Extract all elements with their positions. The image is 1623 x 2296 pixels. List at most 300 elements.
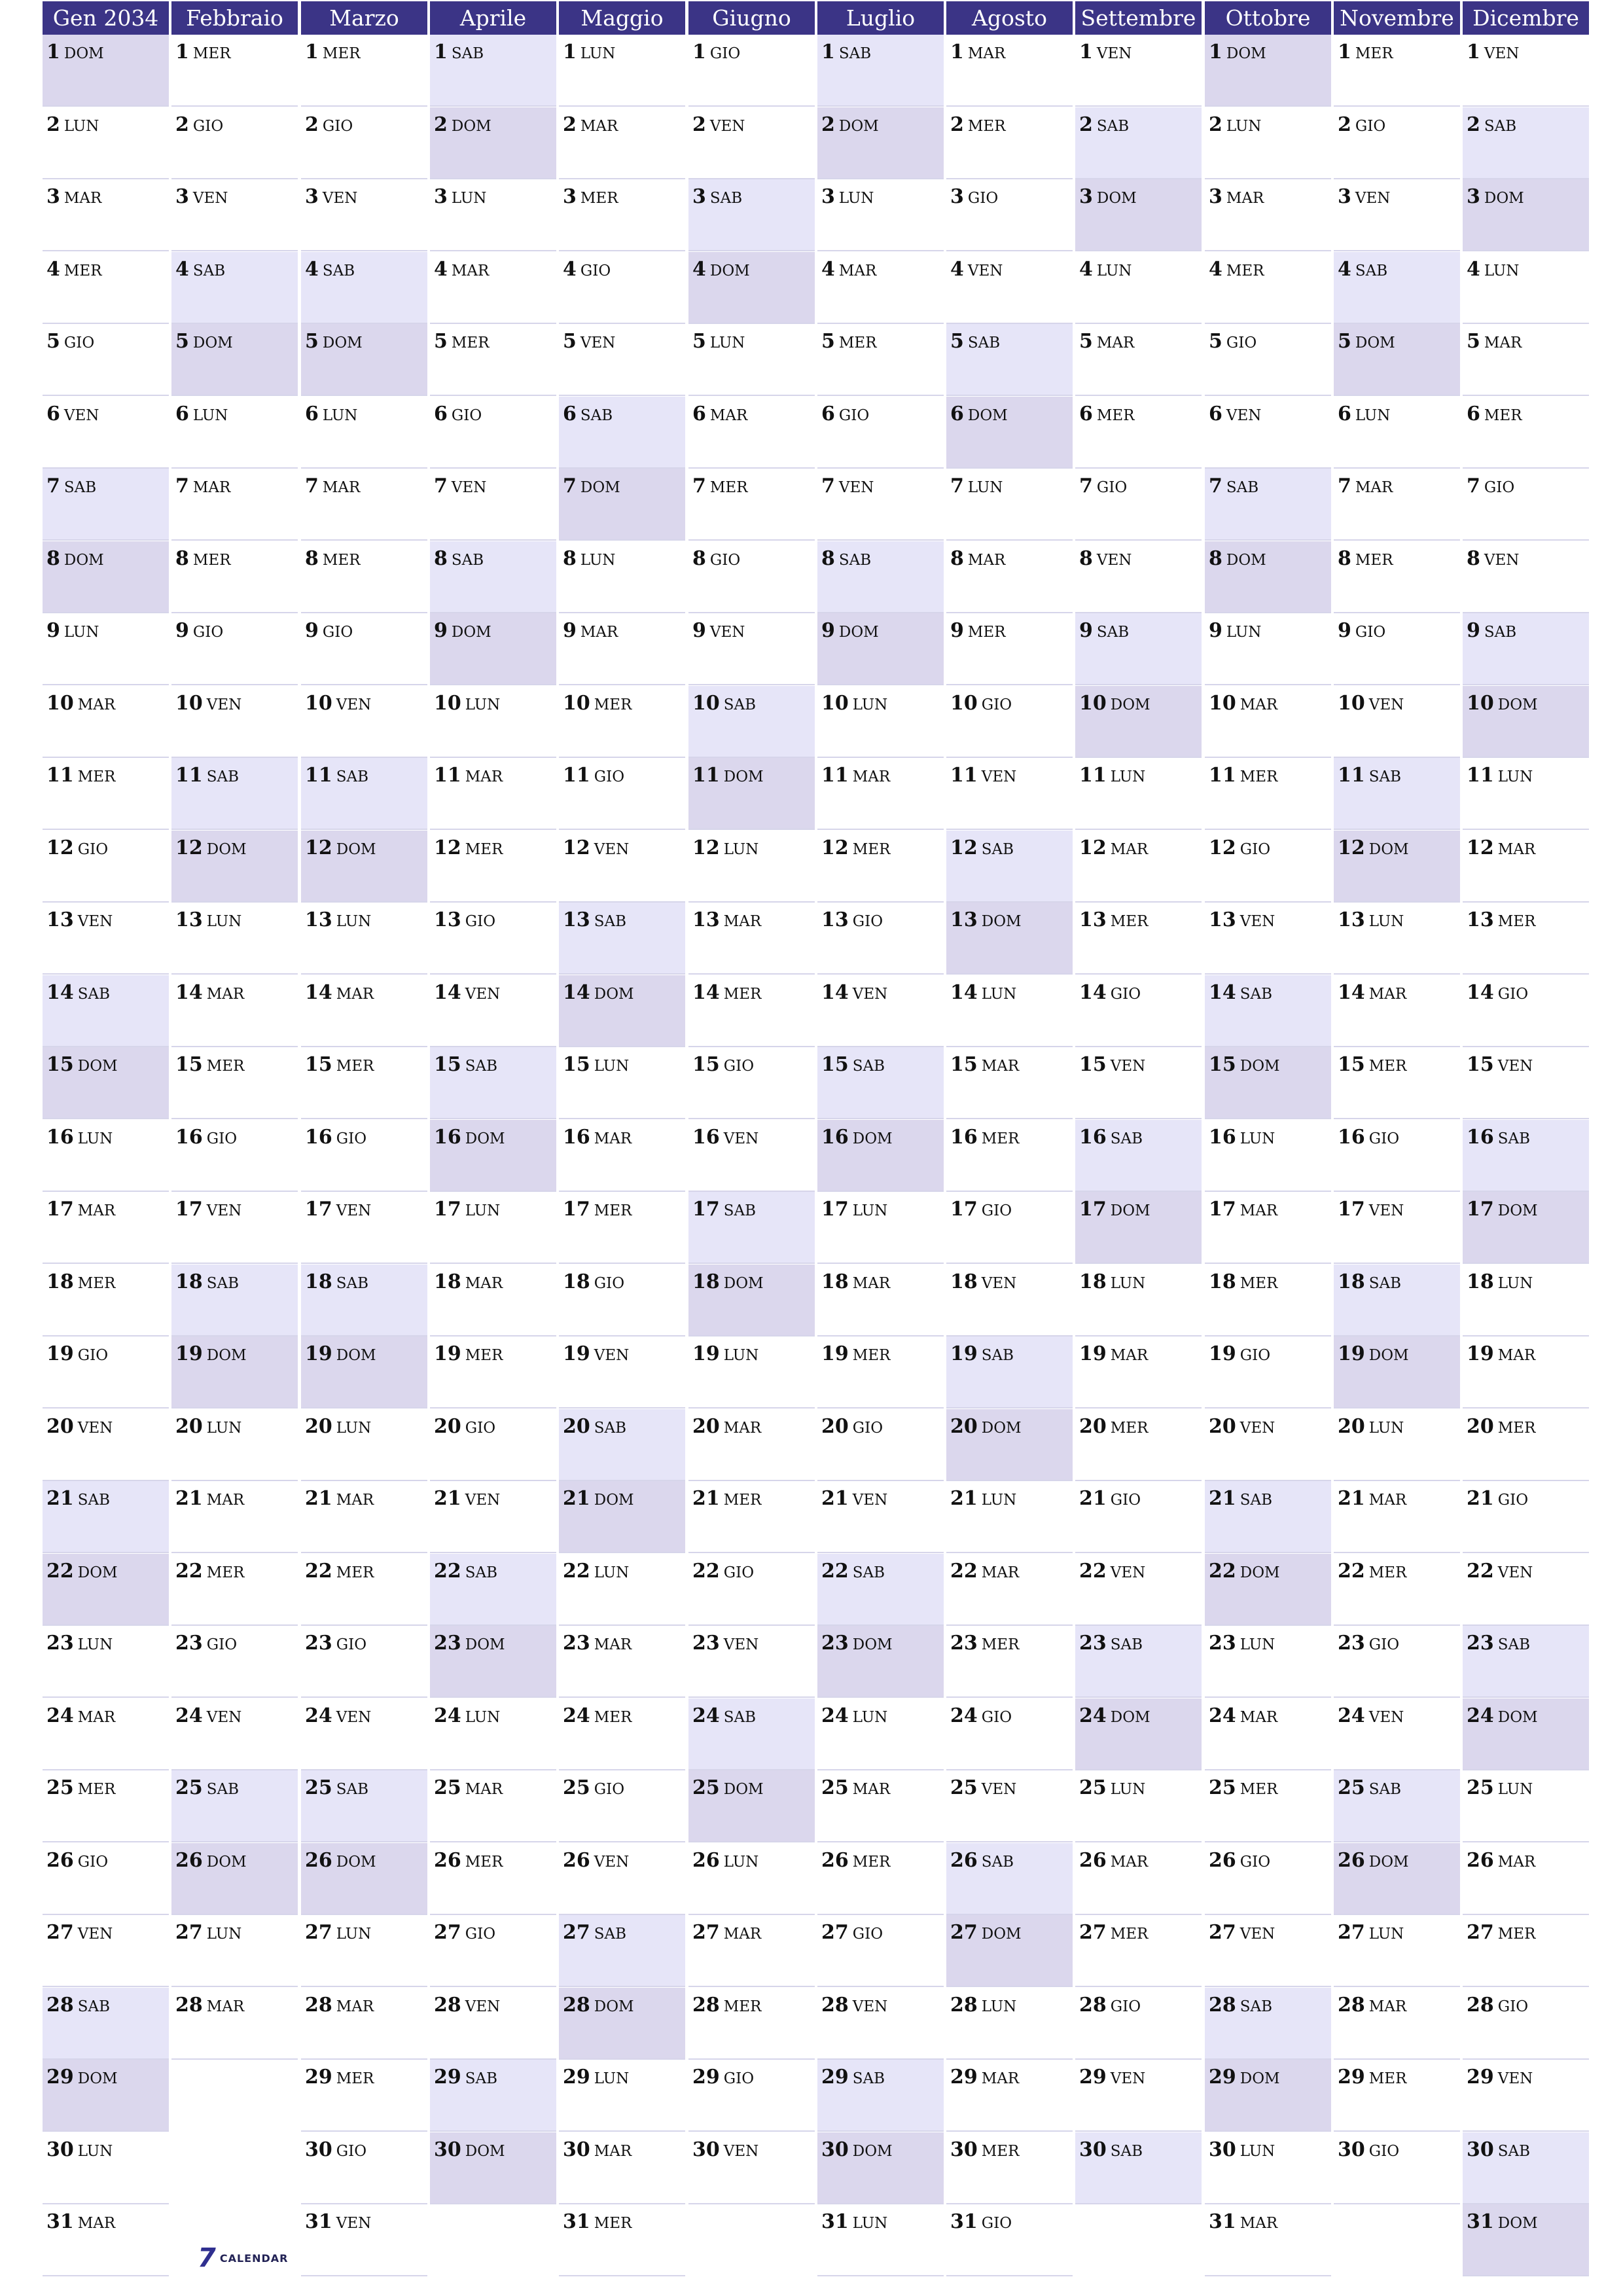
day-number: 17 VEN: [175, 1198, 242, 1221]
day-number: 24 GIO: [950, 1704, 1012, 1727]
weekday-label: VEN: [1240, 1420, 1275, 1437]
weekday-label: GIO: [1240, 841, 1271, 858]
day-cell: [1205, 1626, 1331, 1698]
weekday-label: MAR: [580, 118, 618, 135]
day-cell: [1463, 975, 1589, 1047]
weekday-label: DOM: [1096, 190, 1137, 207]
day-cell: [1334, 1626, 1460, 1698]
day-number: 20 LUN: [305, 1415, 372, 1438]
day-number: 21 SAB: [46, 1487, 111, 1510]
weekday-label: MAR: [580, 624, 618, 641]
weekday-label: VEN: [709, 118, 745, 135]
weekday-label: SAB: [192, 262, 226, 279]
weekday-label: LUN: [1110, 1275, 1146, 1292]
weekday-label: MAR: [465, 768, 503, 785]
day-cell: [946, 1047, 1073, 1119]
day-number: 30 DOM: [821, 2138, 893, 2161]
weekday-label: DOM: [709, 262, 750, 279]
day-number: 8 DOM: [1209, 547, 1266, 570]
day-cell: [1205, 613, 1331, 685]
day-number: 25 SAB: [1338, 1776, 1402, 1799]
day-cell: [1075, 1626, 1202, 1698]
weekday-label: VEN: [594, 1854, 630, 1871]
day-cell: [817, 613, 944, 685]
weekday-label: MER: [322, 45, 361, 62]
day-cell: [946, 35, 1073, 107]
day-number: 14 GIO: [1467, 981, 1529, 1004]
day-number: 21 GIO: [1467, 1487, 1529, 1510]
day-number: 28 VEN: [434, 1994, 501, 2017]
day-number: 22 LUN: [563, 1560, 630, 1583]
weekday-label: SAB: [594, 913, 627, 930]
weekday-label: LUN: [723, 1347, 759, 1364]
day-cell: [559, 975, 685, 1047]
day-number: 26 DOM: [305, 1849, 376, 1872]
day-cell: [946, 1481, 1073, 1553]
weekday-label: MER: [594, 2215, 632, 2232]
day-number: 26 VEN: [563, 1849, 630, 1872]
day-number: 4 GIO: [563, 258, 611, 281]
day-number: 5 MER: [821, 330, 877, 353]
weekday-label: GIO: [206, 1130, 238, 1147]
day-number: 29 VEN: [1467, 2066, 1533, 2089]
weekday-label: DOM: [1110, 1709, 1150, 1726]
day-number: 30 DOM: [434, 2138, 505, 2161]
weekday-label: GIO: [723, 2070, 755, 2087]
day-cell: [946, 1843, 1073, 1915]
weekday-label: DOM: [967, 407, 1008, 424]
day-cell: [430, 1336, 556, 1408]
day-cell: [301, 1481, 427, 1553]
day-number: 6 VEN: [1209, 403, 1262, 425]
day-cell: [1463, 1626, 1589, 1698]
weekday-label: MER: [1240, 1275, 1278, 1292]
day-cell: [1075, 1047, 1202, 1119]
weekday-label: SAB: [852, 2070, 885, 2087]
weekday-label: GIO: [465, 1926, 496, 1943]
day-number: 13 LUN: [175, 908, 242, 931]
weekday-label: DOM: [192, 334, 233, 351]
day-cell: [1205, 397, 1331, 469]
weekday-label: MAR: [206, 1492, 245, 1509]
day-number: 1 LUN: [563, 41, 616, 63]
day-cell: [817, 324, 944, 396]
day-number: 16 GIO: [1338, 1126, 1400, 1149]
day-cell: [301, 397, 427, 469]
day-cell: [301, 1988, 427, 2060]
weekday-label: MER: [981, 2143, 1020, 2160]
day-cell: [1463, 1843, 1589, 1915]
day-number: 10 MAR: [46, 692, 116, 715]
day-number: 22 MER: [175, 1560, 245, 1583]
day-cell: [1075, 541, 1202, 613]
day-number: 30 MER: [950, 2138, 1020, 2161]
day-cell: [1334, 107, 1460, 179]
day-number: 22 VEN: [1079, 1560, 1146, 1583]
weekday-label: SAB: [1096, 624, 1130, 641]
day-cell: [817, 1120, 944, 1192]
day-number: 27 DOM: [950, 1921, 1022, 1944]
day-cell: [1334, 179, 1460, 251]
day-number: 18 SAB: [1338, 1270, 1402, 1293]
day-cell: [946, 541, 1073, 613]
weekday-label: SAB: [1368, 1781, 1402, 1798]
weekday-label: SAB: [206, 1781, 240, 1798]
day-cell: [171, 107, 298, 179]
day-cell: [559, 831, 685, 903]
day-cell: [1334, 324, 1460, 396]
weekday-label: SAB: [981, 1854, 1014, 1871]
weekday-label: MER: [1368, 2070, 1407, 2087]
day-number: 5 MER: [434, 330, 490, 353]
day-cell: [688, 758, 815, 830]
day-number: 30 MAR: [563, 2138, 632, 2161]
day-cell: [1334, 1770, 1460, 1842]
weekday-label: GIO: [1355, 624, 1386, 641]
day-number: 25 VEN: [950, 1776, 1017, 1799]
weekday-label: LUN: [1096, 262, 1132, 279]
day-number: 28 MAR: [305, 1994, 374, 2017]
day-cell: [817, 179, 944, 251]
day-cell: [1205, 1192, 1331, 1264]
day-number: 9 VEN: [692, 619, 745, 642]
weekday-label: VEN: [77, 913, 113, 930]
day-number: 12 GIO: [46, 836, 109, 859]
day-cell: [43, 1336, 169, 1408]
day-number: 13 SAB: [563, 908, 627, 931]
day-number: 4 VEN: [950, 258, 1003, 281]
day-number: 1 VEN: [1467, 41, 1520, 63]
weekday-label: MER: [1497, 1420, 1536, 1437]
day-cell: [1205, 1843, 1331, 1915]
day-number: 15 VEN: [1467, 1053, 1533, 1076]
day-cell: [301, 252, 427, 324]
day-number: 14 SAB: [46, 981, 111, 1004]
day-number: 30 SAB: [1079, 2138, 1143, 2161]
weekday-label: GIO: [709, 45, 741, 62]
day-number: 12 SAB: [950, 836, 1014, 859]
day-number: 5 LUN: [692, 330, 745, 353]
day-cell: [817, 1336, 944, 1408]
weekday-label: VEN: [967, 262, 1003, 279]
day-cell: [430, 686, 556, 758]
day-number: 15 DOM: [1209, 1053, 1280, 1076]
weekday-label: LUN: [1368, 1420, 1404, 1437]
weekday-label: MAR: [1497, 841, 1536, 858]
day-number: 27 MER: [1467, 1921, 1536, 1944]
weekday-label: LUN: [852, 696, 888, 713]
day-cell: [430, 1554, 556, 1626]
day-number: 7 GIO: [1467, 475, 1515, 497]
weekday-label: DOM: [852, 1130, 893, 1147]
day-cell: [1205, 1770, 1331, 1842]
day-cell: [688, 1265, 815, 1336]
month-header: Gen 2034: [43, 1, 169, 35]
month-column: [1463, 0, 1589, 2296]
day-cell: [688, 1988, 815, 2060]
day-number: 7 VEN: [821, 475, 874, 497]
day-number: 11 MER: [1209, 764, 1278, 787]
day-cell: [559, 1843, 685, 1915]
weekday-label: MAR: [1240, 696, 1278, 713]
day-cell: [946, 324, 1073, 396]
day-number: 24 SAB: [692, 1704, 757, 1727]
day-number: 5 GIO: [1209, 330, 1257, 353]
day-number: 30 VEN: [692, 2138, 759, 2161]
weekday-label: VEN: [1226, 407, 1262, 424]
day-cell: [1075, 397, 1202, 469]
day-cell: [817, 1047, 944, 1119]
day-number: 2 GIO: [175, 113, 224, 136]
day-number: 19 DOM: [1338, 1342, 1409, 1365]
day-cell: [559, 35, 685, 107]
day-cell: [559, 397, 685, 469]
weekday-label: VEN: [1497, 2070, 1533, 2087]
day-number: 27 GIO: [821, 1921, 883, 1944]
weekday-label: GIO: [206, 1636, 238, 1653]
month-header: Aprile: [430, 1, 556, 35]
weekday-label: LUN: [852, 1202, 888, 1219]
day-cell: [43, 686, 169, 758]
weekday-label: GIO: [192, 624, 224, 641]
day-number: 20 SAB: [563, 1415, 627, 1438]
weekday-label: MER: [981, 1130, 1020, 1147]
weekday-label: VEN: [1368, 1202, 1404, 1219]
weekday-label: GIO: [1240, 1347, 1271, 1364]
day-number: 14 MAR: [175, 981, 245, 1004]
day-cell: [559, 107, 685, 179]
weekday-label: GIO: [594, 768, 625, 785]
day-cell: [559, 1554, 685, 1626]
day-number: 9 LUN: [46, 619, 99, 642]
brand-logo-text: CALENDAR: [219, 2251, 289, 2265]
day-cell: [1205, 2204, 1331, 2276]
day-cell: [43, 541, 169, 613]
weekday-label: LUN: [1240, 2143, 1275, 2160]
day-number: 23 SAB: [1467, 1632, 1531, 1655]
day-cell: [817, 686, 944, 758]
day-number: 11 LUN: [1467, 764, 1533, 787]
day-number: 21 VEN: [434, 1487, 501, 1510]
weekday-label: MAR: [192, 479, 231, 496]
day-cell: [43, 831, 169, 903]
day-cell: [1334, 2132, 1460, 2204]
day-cell: [817, 469, 944, 541]
day-number: 11 GIO: [563, 764, 625, 787]
day-cell: [559, 1120, 685, 1192]
day-number: 20 GIO: [434, 1415, 496, 1438]
day-number: 3 LUN: [434, 185, 487, 208]
weekday-label: VEN: [1484, 552, 1520, 569]
weekday-label: MER: [336, 2070, 374, 2087]
weekday-label: LUN: [580, 552, 616, 569]
day-number: 25 MAR: [821, 1776, 891, 1799]
day-cell: [1075, 1915, 1202, 1987]
day-number: 14 MAR: [1338, 981, 1407, 1004]
weekday-label: SAB: [336, 1781, 369, 1798]
day-number: 1 MAR: [950, 41, 1006, 63]
day-cell: [688, 1698, 815, 1770]
month-header: Marzo: [301, 1, 427, 35]
day-number: 3 VEN: [1338, 185, 1391, 208]
day-number: 23 GIO: [1338, 1632, 1400, 1655]
day-number: 6 VEN: [46, 403, 99, 425]
day-number: 16 LUN: [46, 1126, 113, 1149]
day-number: 24 DOM: [1079, 1704, 1150, 1727]
day-number: 9 DOM: [434, 619, 491, 642]
weekday-label: SAB: [1240, 1492, 1273, 1509]
weekday-label: MER: [192, 45, 231, 62]
weekday-label: DOM: [1368, 841, 1409, 858]
day-cell: [430, 1915, 556, 1987]
day-number: 11 DOM: [692, 764, 764, 787]
day-cell: [559, 1770, 685, 1842]
day-cell: [1463, 2132, 1589, 2204]
day-number: 1 MER: [305, 41, 361, 63]
day-cell: [171, 903, 298, 975]
day-cell: [1075, 1554, 1202, 1626]
day-cell: [946, 1265, 1073, 1336]
day-number: 23 VEN: [692, 1632, 759, 1655]
weekday-label: DOM: [206, 841, 247, 858]
day-cell: [43, 107, 169, 179]
day-cell: [946, 1192, 1073, 1264]
day-number: 24 LUN: [434, 1704, 501, 1727]
weekday-label: DOM: [723, 1275, 764, 1292]
weekday-label: SAB: [465, 1058, 498, 1075]
day-number: 19 SAB: [950, 1342, 1014, 1365]
day-number: 12 GIO: [1209, 836, 1271, 859]
day-number: 19 MAR: [1079, 1342, 1149, 1365]
day-number: 16 SAB: [1467, 1126, 1531, 1149]
month-header: Maggio: [559, 1, 685, 35]
weekday-label: MAR: [336, 1998, 374, 2015]
weekday-label: GIO: [981, 1202, 1012, 1219]
weekday-label: SAB: [838, 45, 872, 62]
day-cell: [688, 1915, 815, 1987]
day-number: 12 MER: [434, 836, 503, 859]
day-number: 8 GIO: [692, 547, 741, 570]
day-number: 26 SAB: [950, 1849, 1014, 1872]
weekday-label: GIO: [451, 407, 482, 424]
weekday-label: LUN: [1240, 1636, 1275, 1653]
weekday-label: GIO: [852, 1420, 883, 1437]
day-cell: [1463, 2204, 1589, 2276]
day-cell: [559, 252, 685, 324]
day-cell: [817, 903, 944, 975]
day-cell: [1075, 2132, 1202, 2204]
brand-logo-mark: 7: [198, 2243, 216, 2273]
day-number: 19 GIO: [1209, 1342, 1271, 1365]
day-cell: [43, 1047, 169, 1119]
day-cell: [1075, 758, 1202, 830]
day-cell: [1205, 1336, 1331, 1408]
day-cell: [688, 1120, 815, 1192]
day-number: 13 DOM: [950, 908, 1022, 931]
day-number: 10 DOM: [1079, 692, 1150, 715]
weekday-label: LUN: [77, 1130, 113, 1147]
day-number: 11 MER: [46, 764, 116, 787]
weekday-label: MAR: [336, 1492, 374, 1509]
day-number: 5 MAR: [1467, 330, 1522, 353]
day-cell: [430, 613, 556, 685]
day-number: 1 SAB: [434, 41, 484, 63]
day-cell: [817, 107, 944, 179]
day-cell: [1205, 1409, 1331, 1481]
weekday-label: GIO: [322, 624, 353, 641]
day-cell: [171, 686, 298, 758]
day-cell: [559, 1192, 685, 1264]
weekday-label: VEN: [1497, 1058, 1533, 1075]
day-cell: [688, 397, 815, 469]
day-cell: [559, 1047, 685, 1119]
day-cell: [1075, 1120, 1202, 1192]
day-number: 10 LUN: [434, 692, 501, 715]
day-cell: [43, 975, 169, 1047]
day-cell: [688, 469, 815, 541]
weekday-label: DOM: [723, 1781, 764, 1798]
day-cell: [1075, 469, 1202, 541]
day-number: 17 DOM: [1467, 1198, 1538, 1221]
weekday-label: DOM: [63, 552, 104, 569]
day-cell: [171, 1192, 298, 1264]
weekday-label: VEN: [723, 1636, 759, 1653]
day-number: 16 DOM: [821, 1126, 893, 1149]
day-cell: [171, 469, 298, 541]
day-number: 15 MAR: [950, 1053, 1020, 1076]
day-cell: [946, 2132, 1073, 2204]
day-cell: [171, 1843, 298, 1915]
day-cell: [43, 1915, 169, 1987]
day-cell: [301, 469, 427, 541]
day-cell: [43, 2132, 169, 2204]
weekday-label: MER: [1355, 552, 1393, 569]
month-header: Febbraio: [171, 1, 298, 35]
weekday-label: VEN: [465, 986, 501, 1003]
weekday-label: MAR: [77, 2215, 116, 2232]
day-cell: [1205, 686, 1331, 758]
day-cell: [1205, 1698, 1331, 1770]
day-number: 21 MER: [692, 1487, 762, 1510]
weekday-label: VEN: [336, 1709, 372, 1726]
day-cell: [1205, 1915, 1331, 1987]
weekday-label: GIO: [336, 1130, 367, 1147]
day-number: 1 MER: [1338, 41, 1393, 63]
day-cell: [688, 1192, 815, 1264]
month-column: [688, 0, 815, 2296]
weekday-label: DOM: [1368, 1854, 1409, 1871]
day-cell: [301, 1409, 427, 1481]
day-number: 15 MER: [1338, 1053, 1407, 1076]
day-number: 21 MAR: [175, 1487, 245, 1510]
day-number: 20 LUN: [1338, 1415, 1404, 1438]
weekday-label: MER: [336, 1564, 374, 1581]
weekday-label: DOM: [1226, 552, 1266, 569]
day-cell: [1205, 903, 1331, 975]
day-number: 9 GIO: [175, 619, 224, 642]
weekday-label: SAB: [838, 552, 872, 569]
day-number: 28 SAB: [1209, 1994, 1273, 2017]
day-number: 3 MER: [563, 185, 618, 208]
day-cell: [43, 1192, 169, 1264]
day-cell: [946, 397, 1073, 469]
day-cell: [1075, 1698, 1202, 1770]
day-cell: [1334, 686, 1460, 758]
day-number: 27 LUN: [175, 1921, 242, 1944]
day-cell: [1334, 252, 1460, 324]
day-cell: [1205, 541, 1331, 613]
day-cell: [1205, 975, 1331, 1047]
